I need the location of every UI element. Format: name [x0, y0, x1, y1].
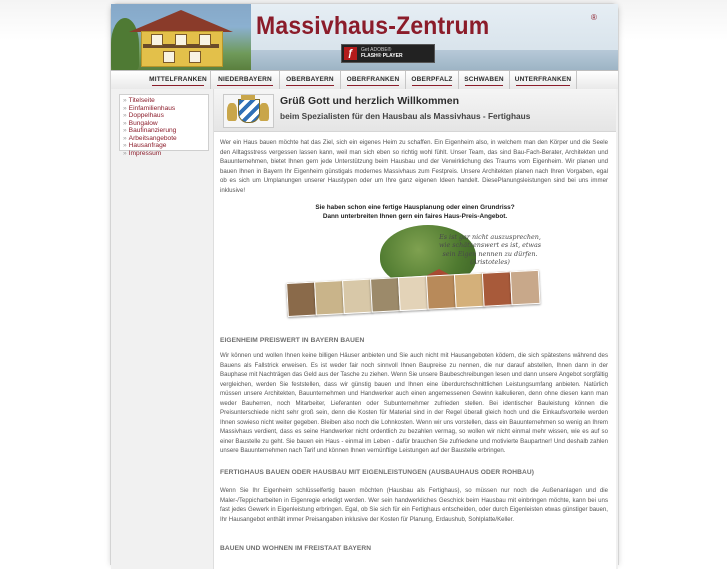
- house-window: [151, 34, 163, 46]
- photo-thumbnail: [482, 271, 513, 306]
- brand-area: [251, 4, 618, 70]
- region-nav: [111, 70, 618, 90]
- nav-item-unterfranken[interactable]: UNTERFRANKEN: [510, 71, 577, 89]
- bullet-icon: »: [123, 112, 127, 119]
- flash-badge-line1: Get ADOBE®: [361, 47, 392, 53]
- lion-left-graphic: [227, 103, 237, 121]
- sidebar-item-bungalow[interactable]: » Bungalow: [123, 119, 158, 127]
- nav-item-oberbayern[interactable]: OBERBAYERN: [280, 71, 341, 89]
- sidebar-menu: [119, 94, 209, 157]
- registered-mark: ®: [591, 13, 597, 22]
- section-title-bayern: BAUEN UND WOHNEN IM FREISTAAT BAYERN: [220, 545, 372, 552]
- house-window: [163, 51, 175, 63]
- bullet-icon: »: [123, 97, 127, 104]
- site-header: [111, 4, 618, 70]
- crown-icon: [241, 95, 255, 100]
- photo-thumbnail: [314, 280, 345, 315]
- nav-item-oberpfalz[interactable]: OBERPFALZ: [406, 71, 459, 89]
- photo-strip: [286, 270, 538, 319]
- site-frame: [110, 3, 619, 565]
- intro-paragraph: Wer ein Haus bauen möchte hat das Ziel, sich ein eigenes Heim zu schaffen. Ein Eigenheim also, in welchem man den Körper und die Seele den Alltagsstress vergessen lassen kann, weil man sich eben so richtig wohl fühlt. Unser Team, das sind Bau-Fach-Berater, Architekten und Bauunternehmen, bietet Ihnen gern jede Unterstützung beim Hausbau und der Verwirklichung des Traums vom Eigenheim. Wir planen und bauen Ihnen in Bayern Ihr Eigenheim günstigals modernes Massivhaus zum Festpreis. Unsere Architekten planen nach Ihren Vorgaben, egal ob es sich um Umplanungen unserer Haustypen oder um Ihre ganz eigenen Ideen handelt. DiesePlanungsleistungen sind bei uns immer inklusive!: [220, 139, 608, 194]
- flash-badge-line2: FLASH® PLAYER: [361, 53, 403, 59]
- welcome-subtitle: beim Spezialisten für den Hausbau als Massivhaus - Fertighaus: [280, 111, 531, 121]
- quote-line-1: Es ist gar nicht auszusprechen,: [439, 233, 541, 241]
- bullet-icon: »: [123, 149, 127, 157]
- house-window: [189, 51, 201, 63]
- grundriss-line-2: Dann unterbreiten Ihnen gern ein faires Haus-Preis-Angebot.: [322, 213, 508, 220]
- aristoteles-quote: [430, 233, 550, 267]
- nav-item-mittelfranken[interactable]: MITTELFRANKEN: [146, 71, 211, 89]
- section-title-eigenheim: EIGENHEIM PREISWERT IN BAYERN BAUEN: [220, 337, 365, 344]
- section-eigenheim-text: Wir können und wollen Ihnen keine billigen Häuser anbieten und Sie auch nicht mit Hausangeboten ködern, die sich spätestens während des Bauens als Fallstrick erweisen. Es ist weder fair noch sinnvoll Ihnen Baupreise zu nennen, die nur darauf abstellen, Ihnen dann in der Bauphase mit Nachträgen das Geld aus der Tasche zu ziehen. Wenn Sie unsere Baubeschreibungen lesen und dann unsere Angebot sorgfältig vergleichen, werden Sie feststellen, dass wir günstig bauen und Ihnen eine überdurchschnittlichen Leistungsumfang anbieten. Natürlich müssen unsere Architekten, Bauunternehmen und Handwerker auch einen angemessenen Gewinn kalkulieren, denn ohne diesen kann man weder Bauherren, noch Mitarbeiter, Lieferanten oder Subunternehmer zufrieden stellen. Bei identischer Bauleistung können die Preisunterschiede nicht sehr groß sein, denn die Kosten für Material sind in der Regel überall gleich hoch und die Einkaufsvorteile werden Ihnen sowieso nicht weiter gegeben. Bleiben also noch die Lohnkosten. Wenn wir uns vorstellen, dass ein Bauunternehmen so wenig an Ihrem Massivhaus verdient, dass es seine Handwerker nicht ordentlich zu bezahlen vermag, so wollen wir nicht einmal mehr wissen, wie es auf so einer Baustelle zu geht. Sie bauen ein Haus - einmal im Leben - dafür brauchen Sie zufriedene und motivierte Baupartner! Und deshalb zahlen unsere Bauunternehmen nach Tarif und können Ihnen vernünftige Leistungen auf der Baustelle erbringen.: [220, 352, 608, 455]
- quote-line-2: wie schätzenswert es ist, etwas: [438, 241, 542, 250]
- sidebar-item-doppelhaus[interactable]: » Doppelhaus: [123, 112, 164, 119]
- grundriss-offer: [214, 203, 616, 221]
- photo-thumbnail: [510, 270, 541, 305]
- welcome-box: [214, 89, 616, 132]
- photo-thumbnail: [454, 273, 485, 308]
- photo-thumbnail: [398, 276, 429, 311]
- bullet-icon: »: [123, 142, 127, 149]
- sidebar-item-einfamilienhaus[interactable]: » Einfamilienhaus: [123, 104, 176, 112]
- shield-icon: [238, 99, 260, 123]
- sidebar-item-baufinanzierung[interactable]: » Baufinanzierung: [123, 127, 177, 134]
- grundriss-line-1: Sie haben schon eine fertige Hausplanung oder einen Grundriss?: [315, 204, 515, 211]
- sidebar-item-titelseite[interactable]: » Titelseite: [123, 97, 155, 104]
- bullet-icon: »: [123, 119, 127, 127]
- photo-thumbnail: [370, 277, 401, 312]
- flash-player-badge[interactable]: [341, 44, 435, 63]
- bavaria-crest-image: [223, 94, 274, 128]
- photo-thumbnail: [286, 282, 317, 317]
- nav-item-schwaben[interactable]: SCHWABEN: [459, 71, 510, 89]
- photo-thumbnail: [426, 274, 457, 309]
- lion-right-graphic: [259, 103, 269, 121]
- section-fertighaus-text: Wenn Sie Ihr Eigenheim schlüsselfertig bauen möchten (Hausbau als Fertighaus), so müssen nur noch die Außenanlagen und die Maler-/Teppicharbeiten in Eigenregie erledigt werden. Wer sein handwerkliches Geschick beim Hausbau mit einbringen möchte, kann bei uns fast jedes Gewerk in Eigenleistung erbringen. Egal, ob Sie sich für ein Fertighaus entscheiden, oder durch Eigenleisten etwas günstiger bauen, Ihr Hausangebot enthält immer Preisangaben inklusive der Kosten für Planung, Erdaushub, Sohlplatte/Keller.: [220, 487, 608, 523]
- house-window: [199, 34, 211, 46]
- sidebar-item-impressum[interactable]: » Impressum: [123, 149, 162, 157]
- nav-item-oberfranken[interactable]: OBERFRANKEN: [341, 71, 406, 89]
- section-title-fertighaus: FERTIGHAUS BAUEN ODER HAUSBAU MIT EIGENLEISTUNGEN (AUSBAUHAUS ODER ROHBAU): [220, 469, 535, 476]
- quote-line-4: (Aristoteles): [470, 258, 510, 267]
- welcome-title: Grüß Gott und herzlich Willkommen: [280, 95, 459, 107]
- site-logo-title[interactable]: Massivhaus-Zentrum: [256, 12, 490, 40]
- photo-thumbnail: [342, 279, 373, 314]
- bullet-icon: »: [123, 127, 127, 134]
- quote-line-3: sein Eigen nennen zu dürfen.: [442, 249, 538, 258]
- nav-item-niederbayern[interactable]: NIEDERBAYERN: [211, 71, 280, 89]
- header-house-photo: [111, 4, 251, 70]
- house-roof-graphic: [129, 10, 233, 32]
- flash-icon: ƒ: [344, 47, 357, 60]
- house-window: [175, 34, 187, 46]
- bullet-icon: »: [123, 134, 127, 142]
- main-content: [213, 89, 616, 569]
- sidebar-item-hausanfrage[interactable]: » Hausanfrage: [123, 142, 167, 149]
- bullet-icon: »: [123, 104, 127, 112]
- sidebar-item-arbeitsangebote[interactable]: » Arbeitsangebote: [123, 134, 177, 142]
